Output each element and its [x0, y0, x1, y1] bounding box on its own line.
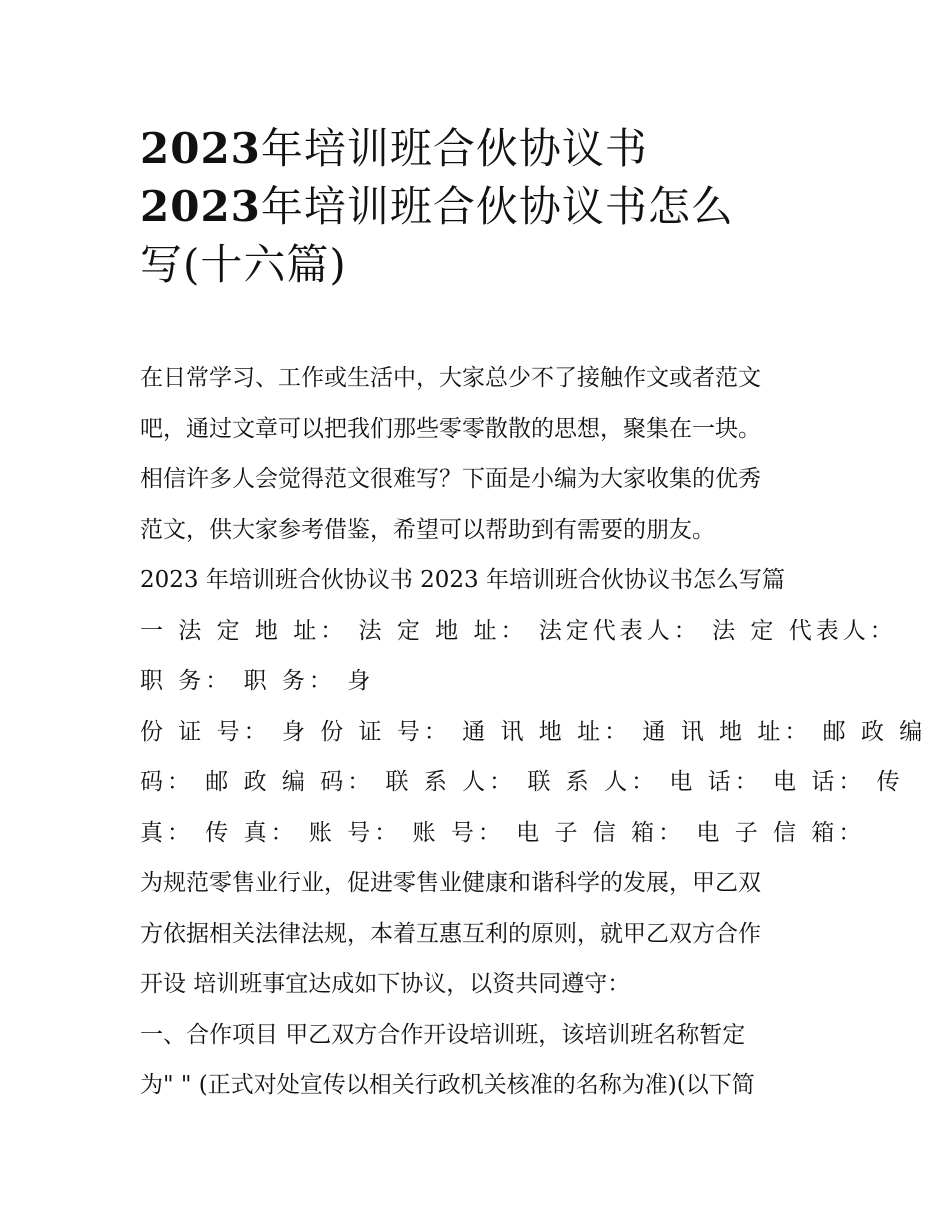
body-line: 范文，供大家参考借鉴，希望可以帮助到有需要的朋友。: [140, 516, 715, 543]
body-line: 职 务： 职 务： 身: [140, 668, 375, 694]
document-title-line-3: 写(十六篇): [140, 240, 347, 289]
body-line: 方依据相关法律法规，本着互惠互利的原则，就甲乙双方合作: [140, 920, 761, 947]
body-line: 一、合作项目 甲乙双方合作开设培训班，该培训班名称暂定: [140, 1021, 746, 1048]
title-year: 2023: [140, 124, 261, 173]
title-year: 2023: [140, 182, 261, 231]
body-line: 开设 培训班事宜达成如下协议，以资共同遵守：: [140, 971, 631, 997]
body-line: 在日常学习、工作或生活中，大家总少不了接触作文或者范文: [140, 365, 761, 391]
title-block: [140, 120, 820, 294]
body-line: 码： 邮 政 编 码： 联 系 人： 联 系 人： 电 话： 电 话： 传: [140, 769, 904, 795]
body-line: 2023 年培训班合伙协议书 2023 年培训班合伙协议书怎么写篇: [140, 567, 785, 593]
title-text: 年培训班合伙协议书怎么: [260, 182, 734, 231]
body-line: 吧，通过文章可以把我们那些零零散散的思想，聚集在一块。: [140, 415, 761, 442]
body-line: 为规范零售业行业，促进零售业健康和谐科学的发展，甲乙双: [140, 870, 761, 896]
body-line: 份 证 号： 身 份 证 号： 通 讯 地 址： 通 讯 地 址： 邮 政 编: [140, 718, 927, 745]
document-body: [140, 355, 927, 1113]
body-line: 相信许多人会觉得范文很难写？下面是小编为大家收集的优秀: [140, 466, 761, 492]
title-text: 年培训班合伙协议书: [260, 124, 648, 173]
body-line: 真： 传 真： 账 号： 账 号： 电 子 信 箱： 电 子 信 箱：: [140, 819, 866, 846]
document-title-line-2: [140, 178, 820, 236]
body-line: 为" " (正式对处宣传以相关行政机关核准的名称为准)(以下简: [140, 1072, 755, 1098]
body-line: 一 法 定 地 址： 法 定 地 址： 法定代表人： 法 定 代表人：: [140, 617, 897, 644]
document-title-line-1: [140, 120, 820, 178]
